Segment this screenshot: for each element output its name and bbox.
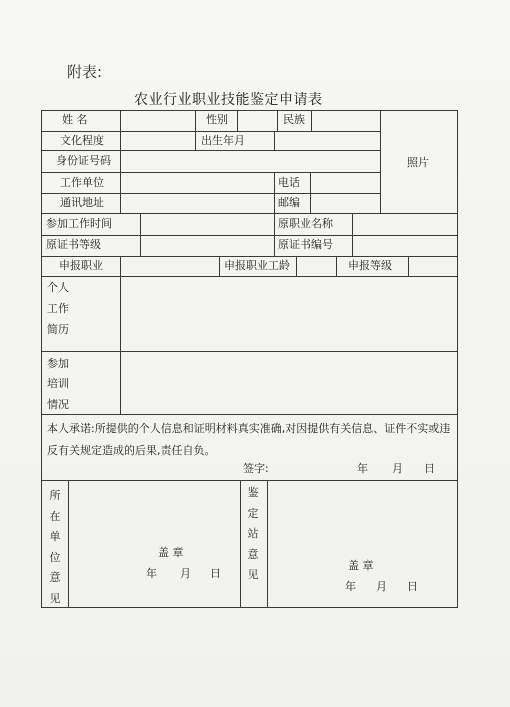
employer-opinion-char: 单 bbox=[49, 530, 61, 543]
postcode-label: 邮编 bbox=[278, 196, 300, 209]
employer-opinion-day: 日 bbox=[210, 567, 221, 580]
applied-occupation-years-label: 申报职业工龄 bbox=[224, 259, 290, 272]
employer-opinion-label bbox=[48, 486, 62, 609]
annex-label: 附表: bbox=[67, 63, 103, 81]
station-stamp-label: 盖 章 bbox=[348, 559, 374, 572]
training-label-line-1: 参加 bbox=[47, 357, 69, 370]
gender-label: 性别 bbox=[206, 113, 228, 126]
station-opinion-char: 意 bbox=[247, 547, 259, 561]
station-opinion-char: 鉴 bbox=[247, 486, 259, 499]
employer-opinion-char: 位 bbox=[49, 550, 61, 564]
employer-opinion-char: 见 bbox=[49, 591, 61, 605]
ethnicity-label: 民族 bbox=[283, 113, 305, 126]
declaration-signature-label: 签字: bbox=[243, 462, 269, 475]
name-label: 姓 名 bbox=[62, 113, 88, 126]
employer-opinion-char: 意 bbox=[49, 571, 61, 584]
original-cert-number-label: 原证书编号 bbox=[278, 238, 333, 251]
phone-label: 电话 bbox=[278, 176, 300, 189]
declaration-month: 月 bbox=[392, 462, 403, 475]
work-start-label: 参加工作时间 bbox=[46, 217, 112, 230]
form-title: 农业行业职业技能鉴定申请表 bbox=[134, 92, 323, 108]
applied-occupation-label: 申报职业 bbox=[59, 259, 103, 272]
photo-label: 照片 bbox=[407, 156, 429, 169]
declaration-text: 本人承诺:所提供的个人信息和证明材料真实准确,对因提供有关信息、证件不实或违反有关规定造成的后果,责任自负。 bbox=[47, 422, 451, 457]
id-number-label: 身份证号码 bbox=[56, 154, 111, 167]
employer-opinion-year: 年 bbox=[146, 567, 157, 580]
declaration-year: 年 bbox=[357, 462, 368, 475]
declaration-day: 日 bbox=[424, 462, 435, 475]
applied-level-label: 申报等级 bbox=[348, 259, 392, 272]
birth-date-label: 出生年月 bbox=[201, 134, 245, 147]
station-opinion-year: 年 bbox=[345, 580, 356, 593]
resume-label-line-3: 简历 bbox=[47, 323, 69, 336]
employer-stamp-label: 盖 章 bbox=[158, 546, 184, 559]
station-opinion-char: 站 bbox=[247, 527, 259, 540]
station-opinion-month: 月 bbox=[376, 580, 387, 593]
original-occupation-label: 原职业名称 bbox=[278, 217, 333, 230]
station-opinion-label bbox=[246, 483, 260, 586]
address-label: 通讯地址 bbox=[60, 196, 104, 209]
original-cert-level-label: 原证书等级 bbox=[46, 238, 101, 251]
employer-opinion-char: 在 bbox=[49, 509, 61, 523]
training-label-line-3: 情况 bbox=[47, 398, 69, 411]
employer-label: 工作单位 bbox=[60, 176, 104, 189]
station-opinion-char: 定 bbox=[247, 506, 259, 520]
training-label-line-2: 培训 bbox=[47, 377, 69, 390]
station-opinion-day: 日 bbox=[407, 580, 418, 593]
resume-label-line-2: 工作 bbox=[47, 302, 69, 315]
station-opinion-char: 见 bbox=[247, 568, 259, 581]
employer-opinion-month: 月 bbox=[180, 567, 191, 580]
employer-opinion-char: 所 bbox=[49, 489, 61, 502]
education-label: 文化程度 bbox=[60, 134, 104, 147]
resume-label-line-1: 个人 bbox=[47, 281, 69, 294]
